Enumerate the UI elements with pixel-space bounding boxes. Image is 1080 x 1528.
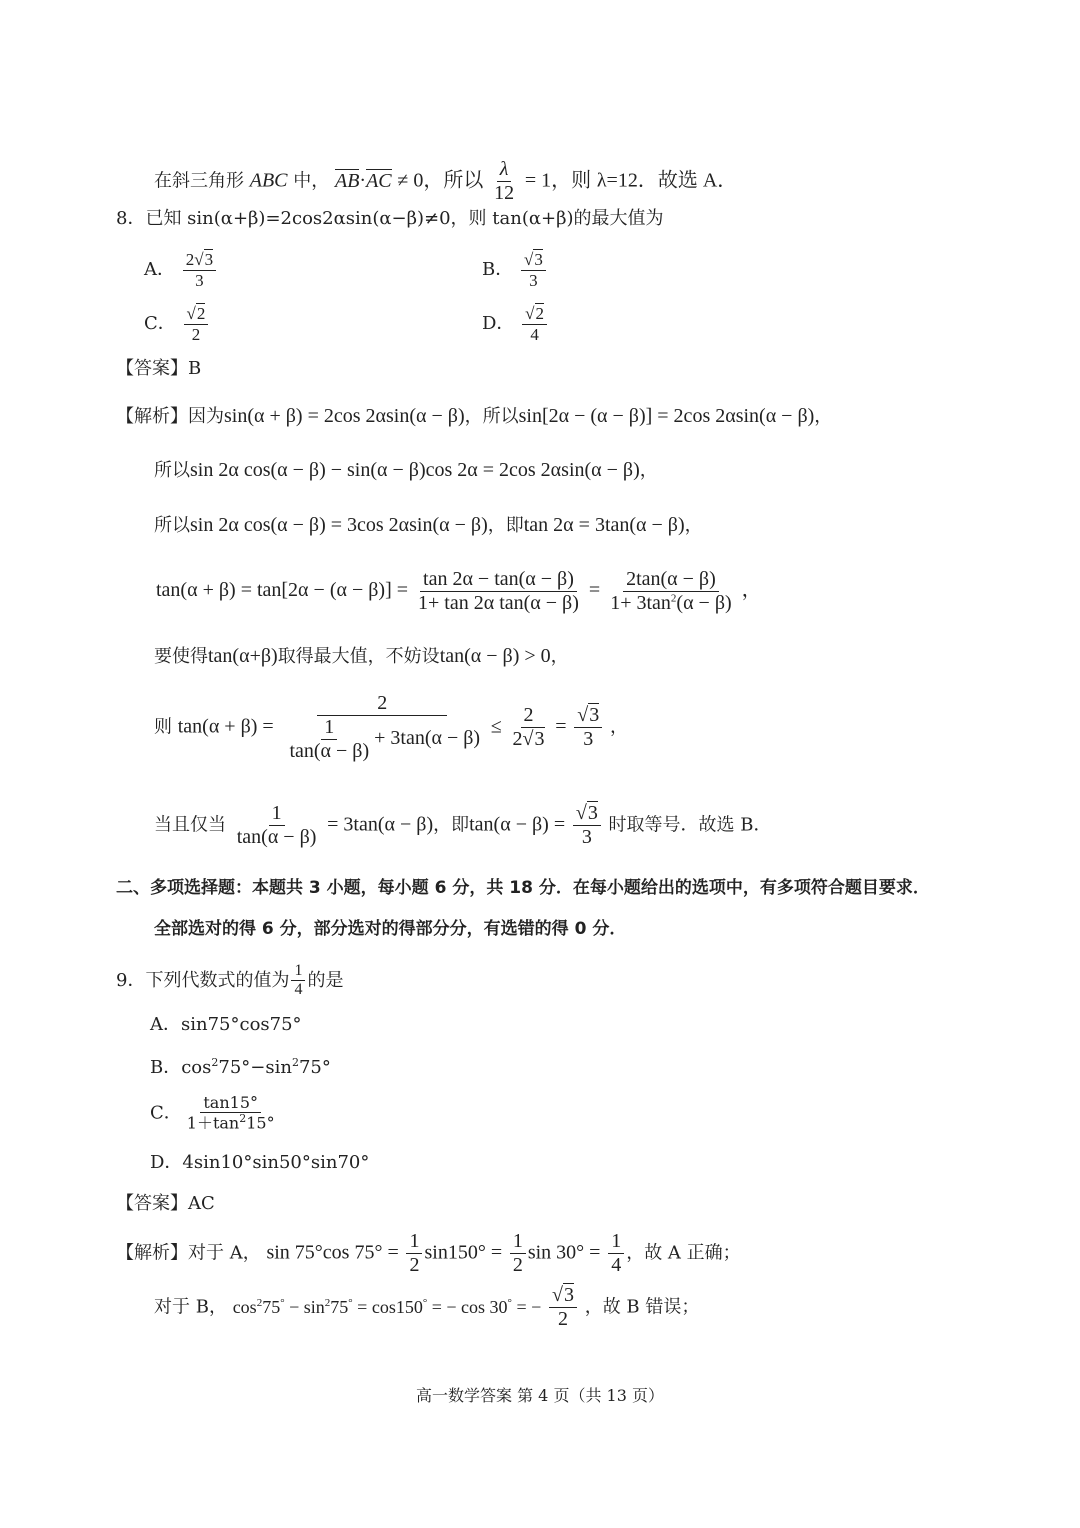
- fraction: [608, 1230, 624, 1277]
- text: 要使得: [154, 646, 208, 667]
- option-label: C．: [144, 313, 176, 335]
- text: 取得最大值，不妨设: [277, 646, 440, 667]
- numerator: 2tan(α − β): [623, 568, 719, 592]
- text: λ=12．故选 A．: [596, 169, 738, 192]
- analysis-9-line-2: 对于 B， $\cos^275^\circ - \sin^275^\circ = \cos 150^\circ$ = − cos 30° = − $\frac{√3}{2}$ ，故 B 错误；: [154, 1284, 700, 1330]
- analysis-8-line-3: [154, 515, 703, 535]
- formula: tan(α+β): [208, 645, 278, 667]
- answer-label: 【答案】: [116, 358, 188, 379]
- numerator: 1: [510, 1230, 526, 1254]
- option-9d[interactable]: D．4sin10°sin50°sin70°: [150, 1152, 370, 1173]
- option-label: D．: [482, 313, 515, 335]
- denominator: 3: [581, 826, 592, 848]
- quarter-fraction: [291, 962, 305, 1000]
- denominator: tan(α − β): [236, 826, 317, 848]
- radicand: 3: [204, 250, 214, 269]
- text: ，: [639, 460, 658, 481]
- radicand: 2: [196, 304, 206, 323]
- formula: 75: [262, 1296, 281, 1317]
- analysis-9-line-1: [116, 1230, 741, 1277]
- answer-value: AC: [188, 1193, 215, 1214]
- formula: tan(α − β) =: [469, 813, 566, 836]
- analysis-8-line-2: [154, 460, 658, 480]
- formula: sin 30° =: [527, 1241, 601, 1264]
- vector-ab: AB: [334, 169, 360, 192]
- answer-9: [116, 1195, 215, 1213]
- numerator: 2: [521, 704, 537, 728]
- question-8-stem: 8．已知 sin(α+β)=2cos2αsin(α−β)≠0，则 tan(α+β)的最大值为: [116, 208, 664, 229]
- fraction: [406, 1230, 422, 1277]
- equals: =: [555, 715, 567, 738]
- option-9c[interactable]: [150, 1094, 280, 1133]
- denominator: 1+ tan 2α tan(α − β): [418, 592, 579, 614]
- radicand: 3: [589, 704, 600, 726]
- sqrt: √3: [575, 802, 598, 824]
- text: 的是: [307, 969, 344, 991]
- sqrt: √3: [523, 250, 543, 269]
- fraction: [415, 568, 582, 615]
- analysis-label: 【解析】: [116, 1242, 188, 1264]
- radicand: 3: [534, 728, 545, 750]
- text: C．: [150, 1102, 182, 1124]
- option-9a[interactable]: A．sin75°cos75°: [150, 1014, 302, 1035]
- denominator-part: 15°: [246, 1113, 275, 1133]
- numerator: λ: [497, 158, 512, 182]
- text: ，: [550, 646, 569, 667]
- option-fraction: [183, 250, 216, 290]
- text: 对于 B，: [154, 1296, 227, 1318]
- analysis-label: 【解析】: [116, 406, 188, 427]
- coef: 2: [185, 250, 195, 269]
- numerator: 1: [406, 1230, 422, 1254]
- radicand: 2: [535, 304, 545, 323]
- text: ，: [684, 515, 703, 536]
- text: 所以: [154, 515, 190, 536]
- formula: = cos150: [352, 1296, 423, 1317]
- formula: = − cos 30: [427, 1296, 508, 1317]
- text: 75°−sin: [218, 1057, 292, 1078]
- option-fraction: [521, 250, 546, 290]
- text: 75°: [298, 1057, 331, 1078]
- fraction: [510, 1230, 526, 1277]
- fraction: [510, 704, 548, 751]
- text: 对于 A，: [188, 1242, 261, 1264]
- text: 中，: [293, 170, 330, 192]
- denominator: 4: [611, 1254, 622, 1276]
- coef: 2: [512, 728, 523, 750]
- answer-value: B: [188, 358, 202, 379]
- formula: = −: [511, 1296, 542, 1317]
- section-2-heading-cont: 全部选对的得 6 分，部分选对的得部分分，有选错的得 0 分．: [154, 919, 627, 939]
- fraction: [234, 802, 320, 849]
- vector-ac: AC: [366, 169, 392, 192]
- sqrt: √3: [551, 1284, 574, 1306]
- formula: tan(α + β) = tan[2α − (α − β)] =: [156, 579, 409, 602]
- text: ≠ 0，所以: [397, 169, 484, 192]
- denominator: 4: [530, 324, 539, 344]
- formula: sin 75°cos 75° =: [266, 1241, 399, 1264]
- numerator: tan 2α − tan(α − β): [420, 568, 577, 592]
- text: 则: [154, 716, 172, 738]
- fraction: [607, 568, 734, 615]
- text: ，: [814, 406, 833, 427]
- sqrt: √2: [186, 304, 206, 323]
- text: + 3tan(α − β): [374, 727, 481, 750]
- formula: tan 2α = 3tan(α − β): [523, 514, 685, 536]
- sqrt: √3: [577, 704, 600, 726]
- sqrt: √3: [194, 250, 214, 269]
- denominator: 2: [557, 1308, 568, 1330]
- formula: tan(α − β) > 0: [439, 645, 551, 667]
- radicand: 3: [587, 802, 598, 824]
- radicand: 3: [534, 250, 543, 269]
- option-fraction: [184, 304, 209, 344]
- text: ，即: [433, 814, 470, 836]
- text: 所以: [154, 460, 190, 481]
- text: ，故 A 正确；: [626, 1242, 741, 1264]
- answer-8: [116, 360, 201, 378]
- fraction: [549, 1284, 577, 1331]
- formula: sin 2α cos(α − β) = 3cos 2αsin(α − β): [190, 514, 488, 536]
- option-9b[interactable]: B．$\cos^275^\circ-\sin^275^\circ$: [150, 1056, 331, 1078]
- analysis-8-line-6: [154, 692, 628, 763]
- text: 时取等号．故选 B．: [608, 814, 772, 836]
- text: ，: [741, 579, 762, 602]
- text: B．cos: [150, 1057, 212, 1078]
- numerator: 2: [317, 692, 447, 716]
- analysis-8-line-5: [154, 646, 569, 666]
- option-label: A．: [144, 259, 175, 281]
- fraction: [574, 704, 602, 751]
- formula: sin 2α cos(α − β) − sin(α − β)cos 2α = 2cos 2αsin(α − β): [190, 459, 640, 481]
- option-a[interactable]: [144, 250, 218, 290]
- denominator: tan(α − β): [289, 740, 370, 762]
- denominator: 3: [195, 270, 204, 290]
- option-label: B．: [482, 259, 514, 281]
- numerator: 1: [321, 716, 337, 740]
- text: 当且仅当: [154, 814, 226, 836]
- formula: = 3tan(α − β): [327, 813, 434, 836]
- numerator: 1: [291, 962, 305, 981]
- sqrt: √2: [525, 304, 545, 323]
- denominator: 2: [191, 324, 201, 344]
- formula: 75: [330, 1296, 349, 1317]
- denominator: 3: [583, 728, 594, 750]
- numerator: 1: [608, 1230, 624, 1254]
- exponent: 2: [670, 592, 677, 605]
- denominator: 4: [294, 981, 303, 999]
- top-line: [154, 158, 737, 205]
- numerator: tan15°: [200, 1094, 261, 1113]
- triangle-name: ABC: [249, 169, 288, 192]
- formula: cos: [232, 1296, 257, 1317]
- analysis-8-line-4: [156, 568, 762, 615]
- formula: sin(α + β) = 2cos 2αsin(α − β): [224, 405, 465, 427]
- page-footer: 高一数学答案 第 4 页（共 13 页）: [416, 1386, 664, 1405]
- sqrt: √3: [522, 728, 545, 750]
- fraction: $\frac{\tan 15^\circ}{1+\tan^215^\circ}$: [186, 1093, 275, 1133]
- le-sign: ≤: [490, 715, 502, 738]
- text: ，即: [487, 515, 524, 536]
- option-fraction: [522, 304, 547, 344]
- text: 因为: [188, 406, 224, 427]
- denominator: 3: [529, 270, 538, 290]
- lambda-fraction: [491, 158, 517, 205]
- denominator: 12: [494, 182, 515, 204]
- text: ，所以: [464, 406, 519, 427]
- big-fraction: [281, 692, 483, 763]
- option-d[interactable]: [482, 304, 549, 344]
- text: ，: [610, 716, 628, 738]
- text: = 1，则: [524, 169, 592, 192]
- text: 9．下列代数式的值为: [116, 969, 290, 991]
- denominator-part: 1+ 3tan: [610, 592, 671, 614]
- denominator: 2: [512, 1254, 523, 1276]
- text: 在斜三角形: [154, 170, 244, 192]
- dot: ·: [359, 169, 367, 192]
- section-2-heading: 二、多项选择题：本题共 3 小题，每小题 6 分，共 18 分．在每小题给出的选项中，有多项符合题目要求．: [116, 878, 930, 898]
- formula: sin150° =: [424, 1241, 503, 1264]
- formula: sin[2α − (α − β)] = 2cos 2αsin(α − β): [518, 405, 815, 427]
- text: ，故 B 错误；: [584, 1296, 700, 1318]
- formula: tan(α + β) =: [177, 715, 274, 738]
- formula: − sin: [284, 1296, 325, 1317]
- radicand: 3: [563, 1284, 574, 1306]
- answer-label: 【答案】: [116, 1193, 188, 1214]
- analysis-8-line-1: [116, 406, 832, 426]
- question-9-stem: [116, 962, 343, 1000]
- analysis-8-line-7: [154, 802, 772, 849]
- numerator: 1: [269, 802, 285, 826]
- denominator: [281, 716, 483, 763]
- denominator-part: (α − β): [676, 592, 732, 614]
- option-c[interactable]: [144, 304, 210, 344]
- inner-fraction: [286, 716, 372, 763]
- option-b[interactable]: [482, 250, 548, 290]
- equals: =: [588, 579, 601, 602]
- fraction: [573, 802, 601, 849]
- denominator: 2: [409, 1254, 420, 1276]
- denominator-part: 1＋tan: [186, 1113, 240, 1133]
